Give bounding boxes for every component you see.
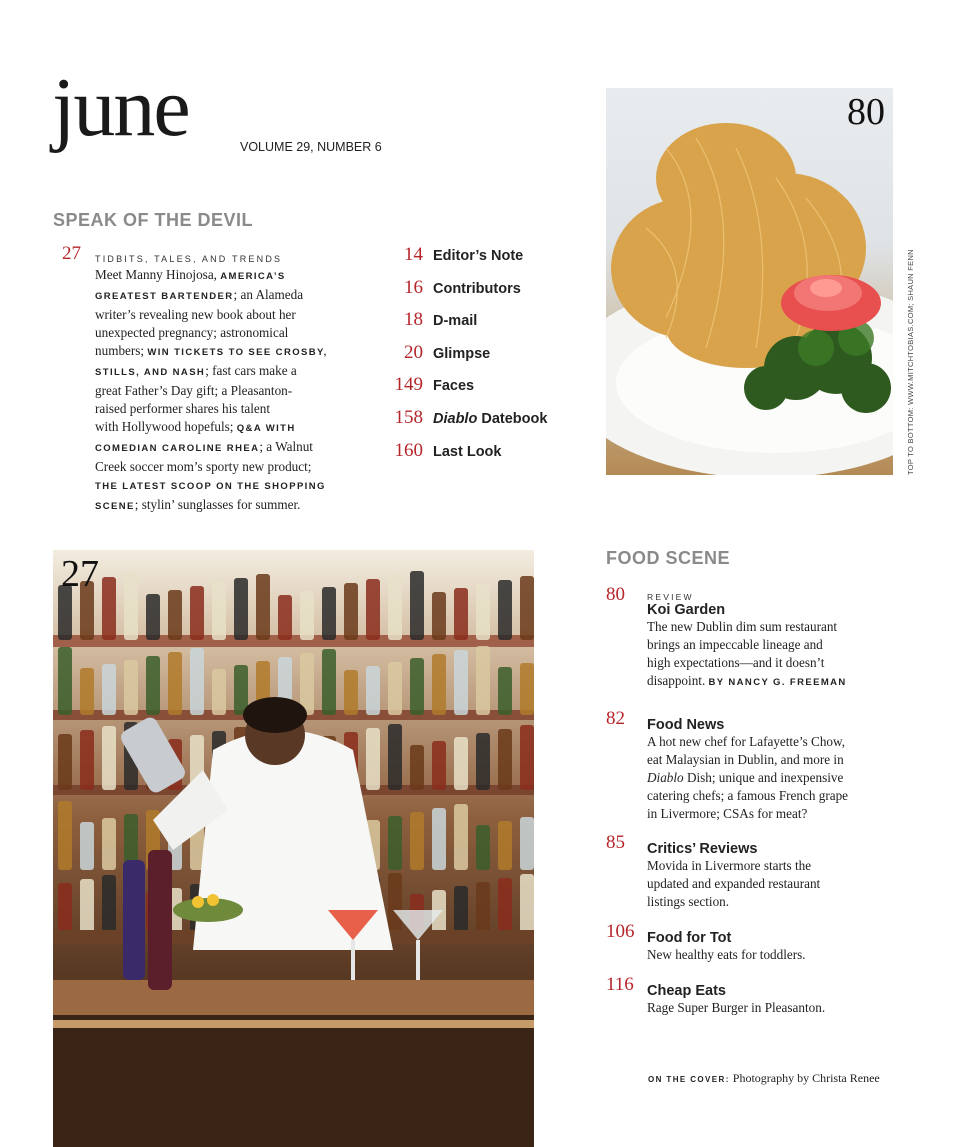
bottle (344, 583, 358, 640)
cover-note (648, 1069, 880, 1087)
toc-page-number: 16 (404, 276, 423, 298)
bottle (432, 741, 446, 790)
speak-text: ; fast cars make a (205, 363, 297, 378)
speak-text: ; stylin’ sunglasses for summer. (134, 497, 301, 512)
bottle (520, 576, 534, 640)
speak-text: ; a Walnut (259, 439, 313, 454)
food-line (647, 672, 887, 692)
bottle (124, 660, 138, 715)
bottle (476, 646, 490, 715)
food-title: Koi Garden (647, 602, 726, 618)
food-line: eat Malaysian in Dublin, and more in (647, 752, 844, 767)
bottle (520, 663, 534, 715)
speak-kicker: TIDBITS, TALES, AND TRENDS (95, 254, 283, 264)
photo-page-number-27: 27 (61, 553, 99, 595)
bottle (520, 817, 534, 870)
bottle (102, 726, 116, 790)
toc-label: Contributors (433, 280, 521, 297)
food-description (647, 857, 887, 911)
food-page-number: 106 (606, 921, 635, 942)
speak-line (95, 496, 345, 516)
speak-line (95, 324, 345, 342)
bottle (344, 670, 358, 715)
toc-item[interactable] (383, 374, 474, 396)
speak-line (95, 266, 345, 286)
speak-text: Creek soccer mom’s sporty new product; (95, 459, 312, 474)
photo-page-number-80: 80 (847, 91, 885, 133)
food-line: listings section. (647, 894, 730, 909)
speak-text: great Father’s Day gift; a Pleasanton- (95, 383, 293, 398)
bottle (190, 586, 204, 640)
toc-page-number: 149 (394, 374, 423, 396)
bottle (168, 590, 182, 640)
speak-line (95, 286, 345, 306)
food-line: A hot new chef for Lafayette’s Chow, (647, 734, 845, 749)
food-line: high expectations—and it doesn’t (647, 655, 825, 670)
toc-list (383, 244, 583, 474)
bottle (476, 825, 490, 870)
food-title: Food for Tot (647, 930, 732, 946)
bottle (432, 654, 446, 715)
food-line (647, 769, 887, 787)
bartender-photo (53, 550, 534, 1147)
speak-line (95, 342, 345, 362)
speak-text: raised performer shares his talent (95, 401, 271, 416)
food-description (647, 733, 887, 823)
bottle (58, 801, 72, 870)
bottle (388, 575, 402, 640)
bottle (410, 571, 424, 640)
speak-body (95, 266, 345, 516)
toc-item[interactable] (383, 440, 501, 462)
bottle (388, 724, 402, 790)
food-text (647, 592, 887, 692)
section-heading-food: FOOD SCENE (606, 548, 731, 568)
food-text (647, 983, 887, 1017)
bottle (520, 725, 534, 790)
food-page-number: 116 (606, 974, 634, 995)
bottle (102, 664, 116, 715)
bottle (476, 584, 490, 640)
food-line-end: disappoint. (647, 673, 709, 688)
month-title: june (52, 61, 189, 154)
food-text (647, 930, 887, 964)
speak-highlight: STILLS, AND NASH (95, 367, 206, 378)
speak-text: with Hollywood hopefuls; (95, 419, 237, 434)
bottle (476, 733, 490, 790)
bottle (278, 595, 292, 640)
toc-label: D-mail (433, 313, 478, 330)
food-page-number: 80 (606, 584, 625, 605)
bottle (168, 652, 182, 715)
food-title: Food News (647, 717, 725, 733)
bottle (366, 579, 380, 640)
speak-line (95, 438, 345, 458)
toc-page-number: 20 (404, 341, 423, 363)
speak-highlight: GREATEST BARTENDER (95, 291, 234, 302)
bottle (124, 573, 138, 640)
food-title: Cheap Eats (647, 983, 726, 999)
speak-text: writer’s revealing new book about her (95, 307, 296, 322)
speak-highlight: THE LATEST SCOOP ON THE SHOPPING (95, 481, 326, 492)
food-page-number: 85 (606, 832, 625, 853)
dim-sum-illustration (606, 88, 893, 475)
bottle (366, 728, 380, 790)
bottle (322, 649, 336, 715)
bottle (366, 666, 380, 715)
speak-highlight: WIN TICKETS TO SEE CROSBY, (147, 347, 328, 358)
bottle (498, 821, 512, 870)
food-description (647, 999, 887, 1017)
toc-label: Editor’s Note (433, 248, 524, 264)
toc-label: Faces (433, 378, 475, 395)
speak-highlight: SCENE (95, 501, 135, 512)
food-description (647, 618, 887, 692)
bottle (388, 873, 402, 940)
bottle (454, 588, 468, 640)
bottle (256, 574, 270, 640)
bottle (102, 818, 116, 870)
cover-label: ON THE COVER: (648, 1075, 730, 1084)
speak-line (95, 400, 345, 418)
speak-text: numbers; (95, 343, 148, 358)
speak-text: unexpected pregnancy; astronomical (95, 325, 289, 340)
food-line: brings an impeccable lineage and (647, 637, 823, 652)
food-line: The new Dublin dim sum restaurant (647, 619, 838, 634)
toc-item[interactable] (383, 342, 490, 364)
dim-sum-photo (606, 88, 893, 475)
food-kicker: REVIEW (647, 592, 694, 602)
speak-line (95, 458, 345, 476)
food-text (647, 841, 887, 911)
bottle (58, 647, 72, 715)
toc-item[interactable] (383, 244, 523, 266)
bottle (410, 658, 424, 715)
food-line-rest: Dish; unique and inexpensive (683, 770, 844, 785)
bottle (146, 594, 160, 640)
speak-line (95, 476, 345, 496)
toc-page-number: 14 (404, 244, 423, 265)
bottle (300, 591, 314, 640)
food-italic: Diablo (647, 770, 684, 785)
bottle (498, 729, 512, 790)
bottle (234, 665, 248, 715)
toc-page-number: 160 (394, 439, 423, 461)
bottle (58, 734, 72, 790)
toc-page-number: 18 (404, 309, 423, 331)
bottle (146, 656, 160, 715)
speak-line (95, 362, 345, 382)
bottle (212, 669, 226, 715)
bottle (388, 662, 402, 715)
toc-item[interactable] (383, 407, 547, 429)
bottle (454, 804, 468, 870)
bottle (388, 816, 402, 870)
speak-line (95, 418, 345, 438)
speak-text: ; an Alameda (233, 287, 304, 302)
toc-label-rest: Datebook (477, 411, 548, 427)
bottle (80, 730, 94, 790)
food-page-number: 82 (606, 708, 625, 729)
speak-line (95, 306, 345, 324)
speak-text: Meet Manny Hinojosa, (95, 267, 221, 282)
food-title: Critics’ Reviews (647, 841, 758, 857)
byline: BY NANCY G. FREEMAN (708, 677, 847, 688)
speak-highlight: COMEDIAN CAROLINE RHEA (95, 443, 260, 454)
bottle (190, 648, 204, 715)
volume-number: VOLUME 29, NUMBER 6 (240, 140, 382, 154)
bottle (212, 582, 226, 640)
food-line: in Livermore; CSAs for meat? (647, 806, 808, 821)
toc-label: Glimpse (433, 345, 491, 362)
bottle (80, 668, 94, 715)
bottle (432, 592, 446, 640)
toc-page-number: 158 (394, 407, 423, 428)
food-line: catering chefs; a famous French grape (647, 788, 849, 803)
photo-credit: TOP TO BOTTOM: WWW.MITCHTOBIAS.COM; SHAUN FENN (906, 249, 915, 475)
section-heading-speak: SPEAK OF THE DEVIL (53, 210, 254, 230)
bottle (454, 737, 468, 790)
food-line: Movida in Livermore starts the (647, 858, 812, 873)
bottle (322, 587, 336, 640)
bottle (102, 577, 116, 640)
food-description (647, 946, 887, 964)
speak-line (95, 382, 345, 400)
bottle (410, 812, 424, 870)
speak-highlight: AMERICA’S (220, 271, 286, 282)
bottle (454, 650, 468, 715)
cover-text: Photography by Christa Renee (729, 1071, 880, 1085)
toc-item[interactable] (383, 277, 521, 299)
bottle (498, 580, 512, 640)
food-text (647, 717, 887, 823)
speak-page-number: 27 (62, 243, 81, 264)
toc-label: Last Look (433, 443, 502, 460)
food-line: Rage Super Burger in Pleasanton. (647, 1000, 826, 1015)
toc-item[interactable] (383, 309, 477, 331)
food-line: New healthy eats for toddlers. (647, 947, 806, 962)
toc-label-italic: Diablo (433, 411, 478, 427)
bar-illustration (53, 550, 534, 1147)
speak-highlight: Q&A WITH (236, 423, 296, 434)
bottle (410, 745, 424, 790)
bottle (234, 578, 248, 640)
toc-label (433, 411, 547, 427)
bottle (432, 808, 446, 870)
food-line: updated and expanded restaurant (647, 876, 821, 891)
bottle (80, 822, 94, 870)
bottle (498, 667, 512, 715)
